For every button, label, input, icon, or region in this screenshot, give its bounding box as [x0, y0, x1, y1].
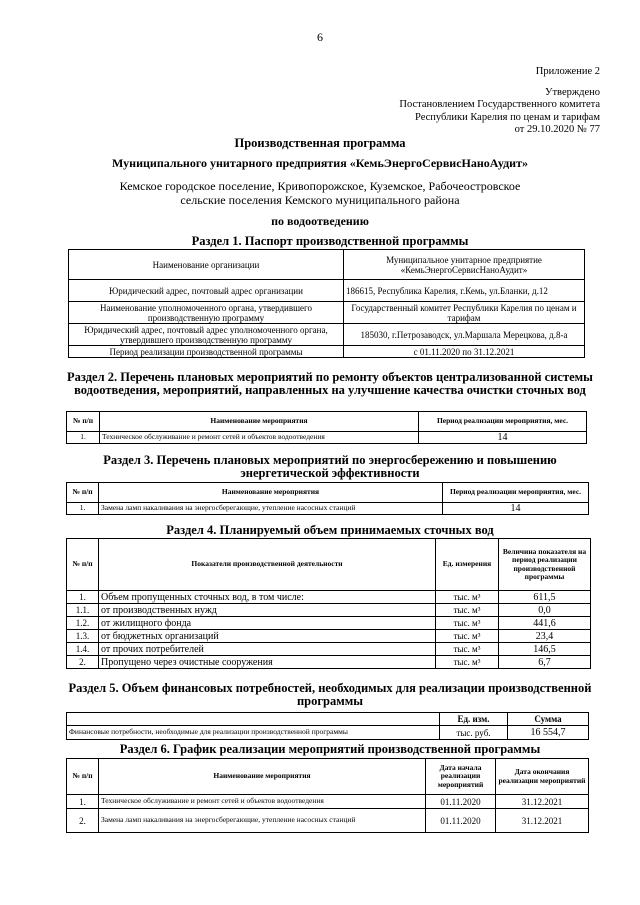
start-cell: 01.11.2020	[426, 795, 496, 809]
section1-table	[68, 249, 585, 358]
section3-table	[66, 482, 589, 515]
table-row	[69, 346, 585, 358]
value-cell: 186615, Республика Карелия, г.Кемь, ул.Бланки, д.12	[344, 280, 585, 302]
committee-label: Республики Карелия по ценам и тарифам	[415, 111, 600, 123]
table-row	[69, 280, 585, 302]
name-cell: Техническое обслуживание и ремонт сетей и объектов водоотведения	[100, 432, 419, 444]
value-cell: 6,7	[499, 656, 591, 669]
table-row	[67, 591, 591, 604]
name-cell: Замена ламп накаливания на энергосберегающие, утепление насосных станций	[99, 503, 443, 515]
num-cell: 1.	[67, 503, 99, 515]
header-num: № п/п	[67, 539, 99, 591]
num-cell: 2.	[67, 809, 99, 833]
section6-title: Раздел 6. График реализации мероприятий производственной программы	[119, 742, 541, 756]
territory-text: Кемское городское поселение, Кривопорожское, Куземское, Рабочеостровское сельские поселения Кемского муниципального района	[119, 179, 521, 207]
document-title: Производственная программа	[234, 136, 406, 150]
num-cell: 1.3.	[67, 630, 99, 643]
header-unit: Ед. измерения	[436, 539, 499, 591]
table-row	[69, 324, 585, 346]
section5-title: Раздел 5. Объем финансовых потребностей, необходимых для реализации производственной программы	[68, 681, 592, 708]
header-value: Величина показателя на период реализации производственной программы	[499, 539, 591, 591]
service-text: по водоотведению	[271, 214, 369, 228]
indicator-cell: от жилищного фонда	[99, 617, 436, 630]
section3-title: Раздел 3. Перечень плановых мероприятий по энергосбережению и повышению энергетической эффективности	[103, 453, 557, 480]
header-name: Наименование мероприятия	[100, 412, 419, 432]
section4-table	[66, 538, 591, 669]
table-header-row	[67, 759, 589, 795]
num-cell: 1.	[67, 432, 100, 444]
indicator-cell: от производственных нужд	[99, 604, 436, 617]
num-cell: 1.1.	[67, 604, 99, 617]
table-row	[67, 604, 591, 617]
table-row	[67, 503, 589, 515]
num-cell: 1.	[67, 591, 99, 604]
decree-date: от 29.10.2020 № 77	[514, 124, 600, 135]
table-row	[67, 726, 589, 740]
table-header-row	[67, 412, 587, 432]
sum-cell: 16 554,7	[508, 726, 589, 740]
indicator-cell: от бюджетных организаций	[99, 630, 436, 643]
value-cell: 185030, г.Петрозаводск, ул.Маршала Мерецкова, д.8-а	[344, 324, 585, 346]
value-cell: 441,6	[499, 617, 591, 630]
indicator-cell: Объем пропущенных сточных вод, в том числе:	[99, 591, 436, 604]
table-row	[69, 302, 585, 324]
header-num: № п/п	[67, 759, 99, 795]
header-period: Период реализации мероприятия, мес.	[419, 412, 587, 432]
unit-cell: тыс. м³	[436, 617, 499, 630]
decree-label: Постановлением Государственного комитета	[399, 99, 600, 110]
num-cell: 1.2.	[67, 617, 99, 630]
table-row	[67, 617, 591, 630]
header-num: № п/п	[67, 412, 100, 432]
num-cell: 1.4.	[67, 643, 99, 656]
value-cell: 146,5	[499, 643, 591, 656]
section2-table	[66, 411, 587, 444]
header-num: № п/п	[67, 483, 99, 503]
header-name: Наименование мероприятия	[99, 483, 443, 503]
value-cell: Государственный комитет Республики Карелия по ценам и тарифам	[344, 302, 585, 324]
end-cell: 31.12.2021	[496, 795, 589, 809]
header-indicator: Показатели производственной деятельности	[99, 539, 436, 591]
header-empty	[67, 713, 440, 726]
name-cell: Замена ламп накаливания на энергосберегающие, утепление насосных станций	[99, 809, 426, 833]
label-cell: Наименование организации	[69, 250, 344, 280]
num-cell: 1.	[67, 795, 99, 809]
unit-cell: тыс. м³	[436, 591, 499, 604]
section4-title: Раздел 4. Планируемый объем принимаемых сточных вод	[166, 523, 494, 537]
label-cell: Юридический адрес, почтовый адрес уполномоченного органа, утвердившего производственную программу	[69, 324, 344, 346]
unit-cell: тыс. м³	[436, 604, 499, 617]
label-cell: Наименование уполномоченного органа, утвердившего производственную программу	[69, 302, 344, 324]
table-row	[67, 809, 589, 833]
name-cell: Техническое обслуживание и ремонт сетей и объектов водоотведения	[99, 795, 426, 809]
document-subtitle: Муниципального унитарного предприятия «КемьЭнергоСервисНаноАудит»	[112, 156, 528, 170]
value-cell: 0,0	[499, 604, 591, 617]
unit-cell: тыс. м³	[436, 643, 499, 656]
header-sum: Сумма	[508, 713, 589, 726]
section5-table	[66, 712, 589, 740]
header-start: Дата начала реализации мероприятий	[426, 759, 496, 795]
period-cell: 14	[419, 432, 587, 444]
value-cell: Муниципальное унитарное предприятие «КемьЭнергоСервисНаноАудит»	[344, 250, 585, 280]
value-cell: с 01.11.2020 по 31.12.2021	[344, 346, 585, 358]
indicator-cell: Пропущено через очистные сооружения	[99, 656, 436, 669]
unit-cell: тыс. м³	[436, 656, 499, 669]
header-unit: Ед. изм.	[440, 713, 508, 726]
num-cell: 2.	[67, 656, 99, 669]
table-row	[67, 795, 589, 809]
table-header-row	[67, 713, 589, 726]
section6-table	[66, 758, 589, 833]
name-cell: Финансовые потребности, необходимые для реализации производственной программы	[67, 726, 440, 740]
table-row	[67, 656, 591, 669]
unit-cell: тыс. м³	[436, 630, 499, 643]
appendix-label: Приложение 2	[535, 66, 600, 77]
end-cell: 31.12.2021	[496, 809, 589, 833]
header-period: Период реализации мероприятия, мес.	[443, 483, 589, 503]
page-number: 6	[317, 30, 323, 44]
value-cell: 611,5	[499, 591, 591, 604]
section1-title: Раздел 1. Паспорт производственной программы	[191, 234, 469, 248]
table-row	[69, 250, 585, 280]
table-header-row	[67, 539, 591, 591]
start-cell: 01.11.2020	[426, 809, 496, 833]
period-cell: 14	[443, 503, 589, 515]
unit-cell: тыс. руб.	[440, 726, 508, 740]
header-end: Дата окончания реализации мероприятий	[496, 759, 589, 795]
table-row	[67, 432, 587, 444]
table-row	[67, 630, 591, 643]
approved-label: Утверждено	[545, 86, 600, 98]
indicator-cell: от прочих потребителей	[99, 643, 436, 656]
table-row	[67, 643, 591, 656]
label-cell: Юридический адрес, почтовый адрес организации	[69, 280, 344, 302]
table-header-row	[67, 483, 589, 503]
header-name: Наименование мероприятия	[99, 759, 426, 795]
value-cell: 23,4	[499, 630, 591, 643]
approval-block	[399, 66, 600, 137]
label-cell: Период реализации производственной программы	[69, 346, 344, 358]
section2-title: Раздел 2. Перечень плановых мероприятий по ремонту объектов централизованной системы водоотведения, мероприятий, направленных на улучшение качества очистки сточных вод	[67, 370, 593, 397]
